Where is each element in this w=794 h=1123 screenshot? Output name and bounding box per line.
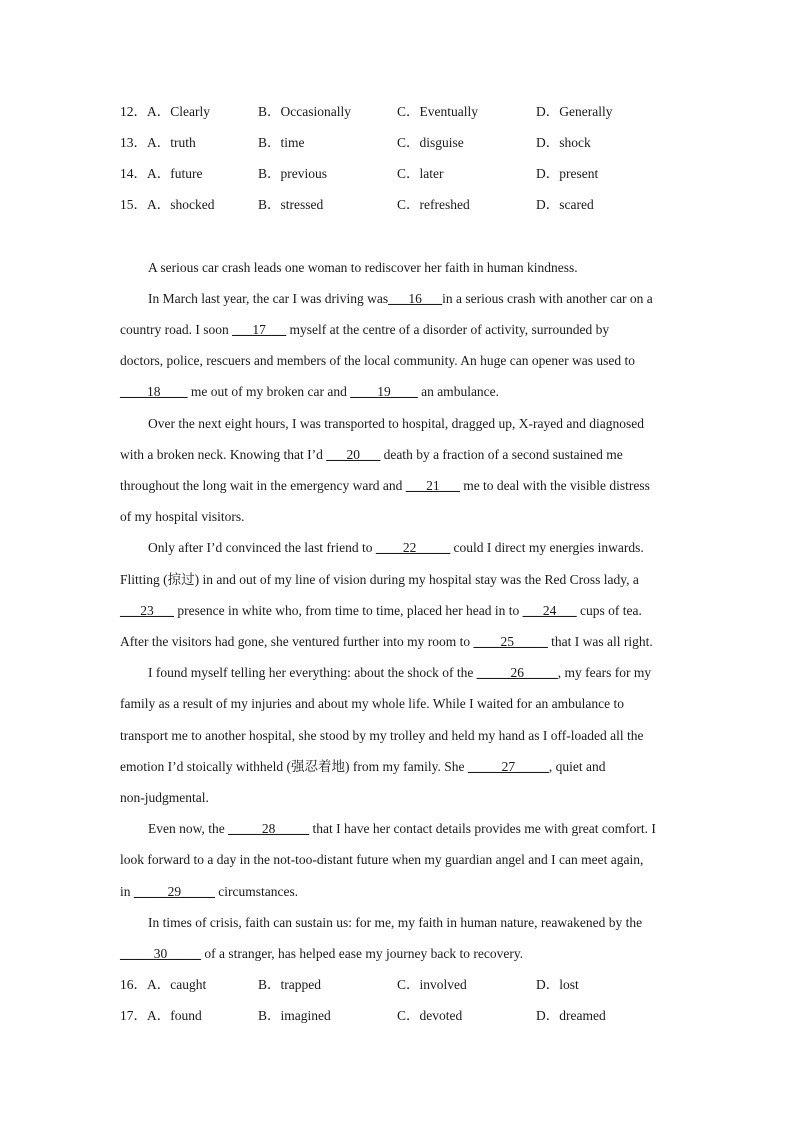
passage-line: emotion I’d stoically withheld (强忍着地) from my family. She _____27_____, quiet and <box>120 759 606 774</box>
blank-27[interactable]: _____27_____ <box>467 759 549 774</box>
question-13-option-a: 13．A．truth <box>120 135 196 150</box>
passage-line: throughout the long wait in the emergency ward and ___21___ me to deal with the visible distress <box>120 478 650 493</box>
passage-line: After the visitors had gone, she ventured further into my room to ____25_____ that I was all right. <box>120 634 653 649</box>
blank-26[interactable]: _____26_____ <box>476 665 558 680</box>
blank-20[interactable]: ___20___ <box>326 447 381 462</box>
passage-line: of my hospital visitors. <box>120 509 245 524</box>
question-13-option-c: C．disguise <box>397 135 464 150</box>
blank-17[interactable]: ___17___ <box>232 322 287 337</box>
passage-line: family as a result of my injuries and about my whole life. While I waited for an ambulance to <box>120 696 624 711</box>
question-14-option-b: B．previous <box>258 166 327 181</box>
passage-line: Even now, the _____28_____ that I have her contact details provides me with great comfort. I <box>148 821 656 836</box>
question-15-option-d: D．scared <box>536 197 594 212</box>
question-12-option-b: B．Occasionally <box>258 104 351 119</box>
question-14-option-a: 14．A．future <box>120 166 203 181</box>
blank-16[interactable]: ___16___ <box>388 291 443 306</box>
blank-18[interactable]: ____18____ <box>120 384 188 399</box>
question-14-option-c: C．later <box>397 166 444 181</box>
question-17-option-d: D．dreamed <box>536 1008 606 1023</box>
blank-19[interactable]: ____19____ <box>350 384 418 399</box>
passage-subtitle: A serious car crash leads one woman to rediscover her faith in human kindness. <box>148 260 578 275</box>
passage-line: ___23___ presence in white who, from time to time, placed her head in to ___24___ cups of tea. <box>120 603 642 618</box>
passage-line: with a broken neck. Knowing that I’d ___20___ death by a fraction of a second sustained me <box>120 447 623 462</box>
question-16-option-d: D．lost <box>536 977 579 992</box>
blank-21[interactable]: ___21___ <box>405 478 460 493</box>
question-16-option-c: C．involved <box>397 977 467 992</box>
blank-24[interactable]: ___24___ <box>522 603 577 618</box>
blank-25[interactable]: ____25_____ <box>473 634 548 649</box>
passage-line: Flitting (掠过) in and out of my line of vision during my hospital stay was the Red Cross lady, a <box>120 572 639 587</box>
passage-line: transport me to another hospital, she stood by my trolley and held my hand as I off-loaded all the <box>120 728 644 743</box>
passage-line: look forward to a day in the not-too-distant future when my guardian angel and I can meet again, <box>120 852 644 867</box>
passage-line: In March last year, the car I was driving was___16___in a serious crash with another car on a <box>148 291 653 306</box>
question-17-option-b: B．imagined <box>258 1008 331 1023</box>
question-17-option-a: 17．A．found <box>120 1008 202 1023</box>
question-13-option-b: B．time <box>258 135 305 150</box>
passage-line: Only after I’d convinced the last friend to ____22_____ could I direct my energies inwards. <box>148 540 644 555</box>
blank-22[interactable]: ____22_____ <box>375 540 451 555</box>
question-15-option-a: 15．A．shocked <box>120 197 215 212</box>
blank-23[interactable]: ___23___ <box>120 603 174 618</box>
question-16-option-a: 16．A．caught <box>120 977 207 992</box>
passage-line: non-judgmental. <box>120 790 209 805</box>
passage-line: Over the next eight hours, I was transported to hospital, dragged up, X-rayed and diagnosed <box>148 416 644 431</box>
question-12-option-d: D．Generally <box>536 104 613 119</box>
passage-line: in _____29_____ circumstances. <box>120 884 299 899</box>
question-15-option-b: B．stressed <box>258 197 324 212</box>
question-12-option-a: 12．A．Clearly <box>120 104 210 119</box>
passage-line: In times of crisis, faith can sustain us: for me, my faith in human nature, reawakened by the <box>148 915 643 930</box>
question-15-option-c: C．refreshed <box>397 197 470 212</box>
question-16-option-b: B．trapped <box>258 977 321 992</box>
blank-29[interactable]: _____29_____ <box>133 884 215 899</box>
passage-line: ____18____ me out of my broken car and ____19____ an ambulance. <box>120 384 500 399</box>
question-12-option-c: C．Eventually <box>397 104 478 119</box>
blank-28[interactable]: _____28_____ <box>228 821 310 836</box>
passage-line: _____30_____ of a stranger, has helped ease my journey back to recovery. <box>120 946 524 961</box>
question-17-option-c: C．devoted <box>397 1008 463 1023</box>
passage-line: I found myself telling her everything: about the shock of the _____26_____, my fears for my <box>148 665 652 680</box>
blank-30[interactable]: _____30_____ <box>120 946 201 961</box>
question-13-option-d: D．shock <box>536 135 591 150</box>
passage-line: country road. I soon ___17___ myself at the centre of a disorder of activity, surrounded by <box>120 322 610 337</box>
question-14-option-d: D．present <box>536 166 599 181</box>
passage-line: doctors, police, rescuers and members of the local community. An huge can opener was used to <box>120 353 635 368</box>
